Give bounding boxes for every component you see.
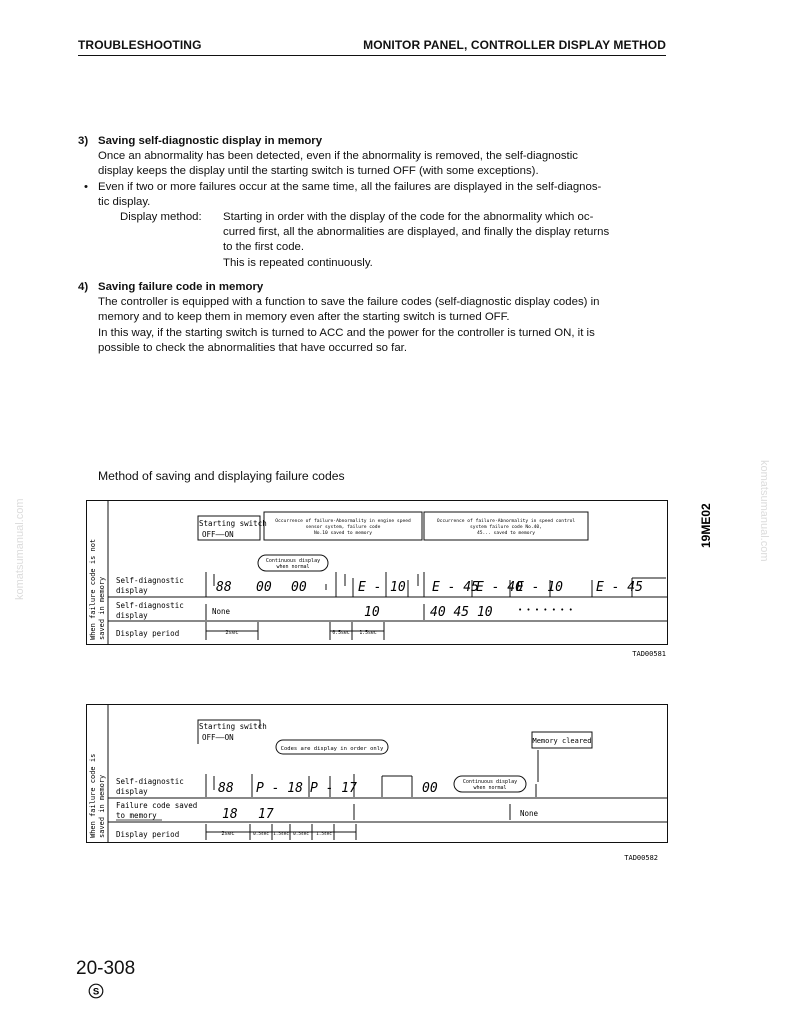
diagram2-side-label-l1-label: When failure code is	[89, 753, 97, 838]
watermark-right: komatsumanual.com	[758, 460, 770, 562]
diagram1-switch-off-on-label: OFF——ON	[202, 530, 234, 539]
section-4-line-1: The controller is equipped with a function to save the failure codes (self-diagnostic display codes) in	[98, 296, 600, 309]
diagram1-seg-E45-label: E - 45	[432, 580, 479, 595]
diagram1-seg-88-label: 88	[216, 580, 232, 595]
diagram1-p-05sec-label: 0.5sec	[332, 631, 350, 636]
diagram2-p-15sec-a-label: 1.5sec	[273, 832, 289, 837]
diagram1-row-selfdiag-l1-label: Self-diagnostic	[116, 576, 184, 585]
page-mark-icon	[88, 983, 104, 999]
section-3-number: 3)	[78, 135, 89, 147]
display-method-line-2: curred first, all the abnormalities are displayed, and finally the display returns	[223, 226, 610, 239]
diagram1-seg-10-label: 10	[390, 580, 406, 595]
diagram-saved	[86, 704, 668, 864]
side-code-label: 19ME02	[699, 503, 713, 548]
display-method-line-4: This is repeated continuously.	[223, 256, 373, 269]
figure-caption: Method of saving and displaying failure codes	[98, 469, 345, 483]
section-3	[78, 134, 668, 271]
diagram2-row-selfdiag-l1-label: Self-diagnostic	[116, 777, 184, 786]
diagram1-p-15sec-label: 1.5sec	[359, 631, 377, 636]
header-chapter-title: MONITOR PANEL, CONTROLLER DISPLAY METHOD	[363, 38, 666, 52]
header-section-title: TROUBLESHOOTING	[78, 38, 202, 52]
section-3-para-1-line-1: Once an abnormality has been detected, even if the abnormality is removed, the self-diagnostic	[98, 150, 578, 163]
section-4-line-2: memory and to keep them in memory even after the starting switch is turned OFF.	[98, 311, 510, 324]
diagram1-occ-box2-l1-label: Occurrence of failure·Abnormality in speed control	[436, 519, 576, 524]
diagram1-row-selfdiag2-l2-label: display	[116, 611, 148, 620]
diagram2-p-05sec-a-label: 0.5sec	[253, 832, 269, 837]
diagram2-none-label: None	[520, 809, 539, 818]
diagram1-seg-00a-label: 00	[256, 580, 272, 595]
diagram1-mem-40-45-10-label: 40 45 10	[430, 605, 493, 620]
section-3-para-2-line-2: tic display.	[98, 195, 151, 208]
diagram2-seg-P18-label: P - 18	[256, 781, 303, 796]
document-code	[692, 490, 722, 550]
diagram2-switch-off-on-label: OFF——ON	[202, 733, 234, 742]
diagram1-row-selfdiag2-l1-label: Self-diagnostic	[116, 601, 184, 610]
diagram2-memory-cleared-label: Memory cleared	[532, 737, 592, 745]
section-3-para-1-line-2: display keeps the display until the starting switch is turned OFF (with some exceptions).	[98, 165, 539, 178]
diagram1-switch-label-label: Starting switch	[199, 519, 267, 528]
diagram2-saved-17-label: 17	[258, 807, 274, 822]
diagram2-continuous-l2-label: when normal	[473, 785, 507, 791]
diagram1-occ-box2-l3-label: 45... saved to memory	[476, 531, 536, 536]
diagram1-side-label-l1-label: When failure code is not	[89, 538, 97, 640]
diagram2-row-failsave-l1-label: Failure code saved	[116, 801, 198, 810]
diagram1-none-label: None	[212, 607, 231, 616]
diagram2-continuous-l1-label: Continuous display	[462, 779, 518, 785]
display-method-line-3: to the first code.	[223, 241, 305, 254]
diagram1-occ-box1-l2-label: sensor system, failure code	[305, 525, 381, 530]
diagram2-fig-code-label: TAD00582	[624, 854, 658, 862]
diagram1-occ-box1-l3-label: No.10 saved to memory	[313, 531, 373, 536]
diagram1-p-2sec-label: 2sec	[225, 630, 239, 636]
diagram2-switch-label-label: Starting switch	[199, 722, 267, 731]
bullet: •	[84, 180, 88, 193]
display-method-line-1: Starting in order with the display of the code for the abnormality which oc-	[223, 211, 594, 224]
section-4-line-3: In this way, if the starting switch is turned to ACC and the power for the controller is turned ON, it is	[98, 326, 595, 339]
diagram1-seg-00b-label: 00	[291, 580, 307, 595]
diagram2-p-05sec-b-label: 0.5sec	[293, 832, 309, 837]
diagram1-continuous-l1-label: Continuous display	[265, 558, 321, 564]
diagram1-seg-E10-label: E - 10	[516, 580, 563, 595]
page-number: 20-308	[76, 958, 136, 979]
section-3-title: Saving self-diagnostic display in memory	[98, 135, 323, 147]
diagram1-mem-10-label: 10	[364, 605, 380, 620]
diagram1-row-period-label: Display period	[116, 629, 180, 638]
diagram2-p-2sec-label: 2sec	[221, 831, 235, 837]
diagram2-side-label-l2-label: saved in memory	[98, 774, 106, 838]
diagram1-seg-E1-label: E -	[358, 580, 382, 595]
section-4-line-4: possible to check the abnormalities that have occurred so far.	[98, 341, 407, 354]
diagram2-row-selfdiag-l2-label: display	[116, 787, 148, 796]
diagram2-saved-18-label: 18	[222, 807, 238, 822]
footer-mark-label: S	[92, 986, 100, 998]
diagram2-codes-order-label: Codes are display in order only	[280, 746, 384, 752]
section-4-title: Saving failure code in memory	[98, 281, 264, 293]
diagram2-row-failsave-l2-label: to memory	[116, 811, 157, 820]
diagram2-seg-00-label: 00	[422, 781, 438, 796]
display-method-label: Display method:	[120, 211, 202, 224]
section-4-number: 4)	[78, 281, 89, 293]
watermark-left: komatsumanual.com	[14, 498, 26, 600]
diagram2-seg-P17-label: P - 17	[310, 781, 357, 796]
diagram1-occ-box2-l2-label: system failure code No.40,	[470, 525, 542, 530]
diagram1-row-selfdiag-l2-label: display	[116, 586, 148, 595]
diagram-not-saved	[86, 500, 668, 660]
diagram1-occ-box1-l1-label: Occurrence of failure·Abnormality in engine speed	[275, 519, 411, 524]
header-rule	[78, 55, 666, 56]
diagram1-side-label-l2-label: saved in memory	[98, 576, 106, 640]
section-4	[78, 280, 668, 356]
diagram1-dots-label: • • • • • • •	[518, 606, 573, 614]
diagram1-continuous-l2-label: when normal	[276, 564, 310, 570]
diagram2-seg-88-label: 88	[218, 781, 234, 796]
section-3-para-2-line-1: Even if two or more failures occur at the same time, all the failures are displayed in the self-diagnos-	[98, 180, 602, 193]
diagram2-p-15sec-b-label: 1.5sec	[316, 832, 332, 837]
diagram1-seg-E40-label: E - 40	[476, 580, 523, 595]
diagram1-seg-E45b-label: E - 45	[596, 580, 643, 595]
diagram2-row-period-label: Display period	[116, 830, 180, 839]
diagram1-fig-code-label: TAD00581	[632, 650, 666, 658]
